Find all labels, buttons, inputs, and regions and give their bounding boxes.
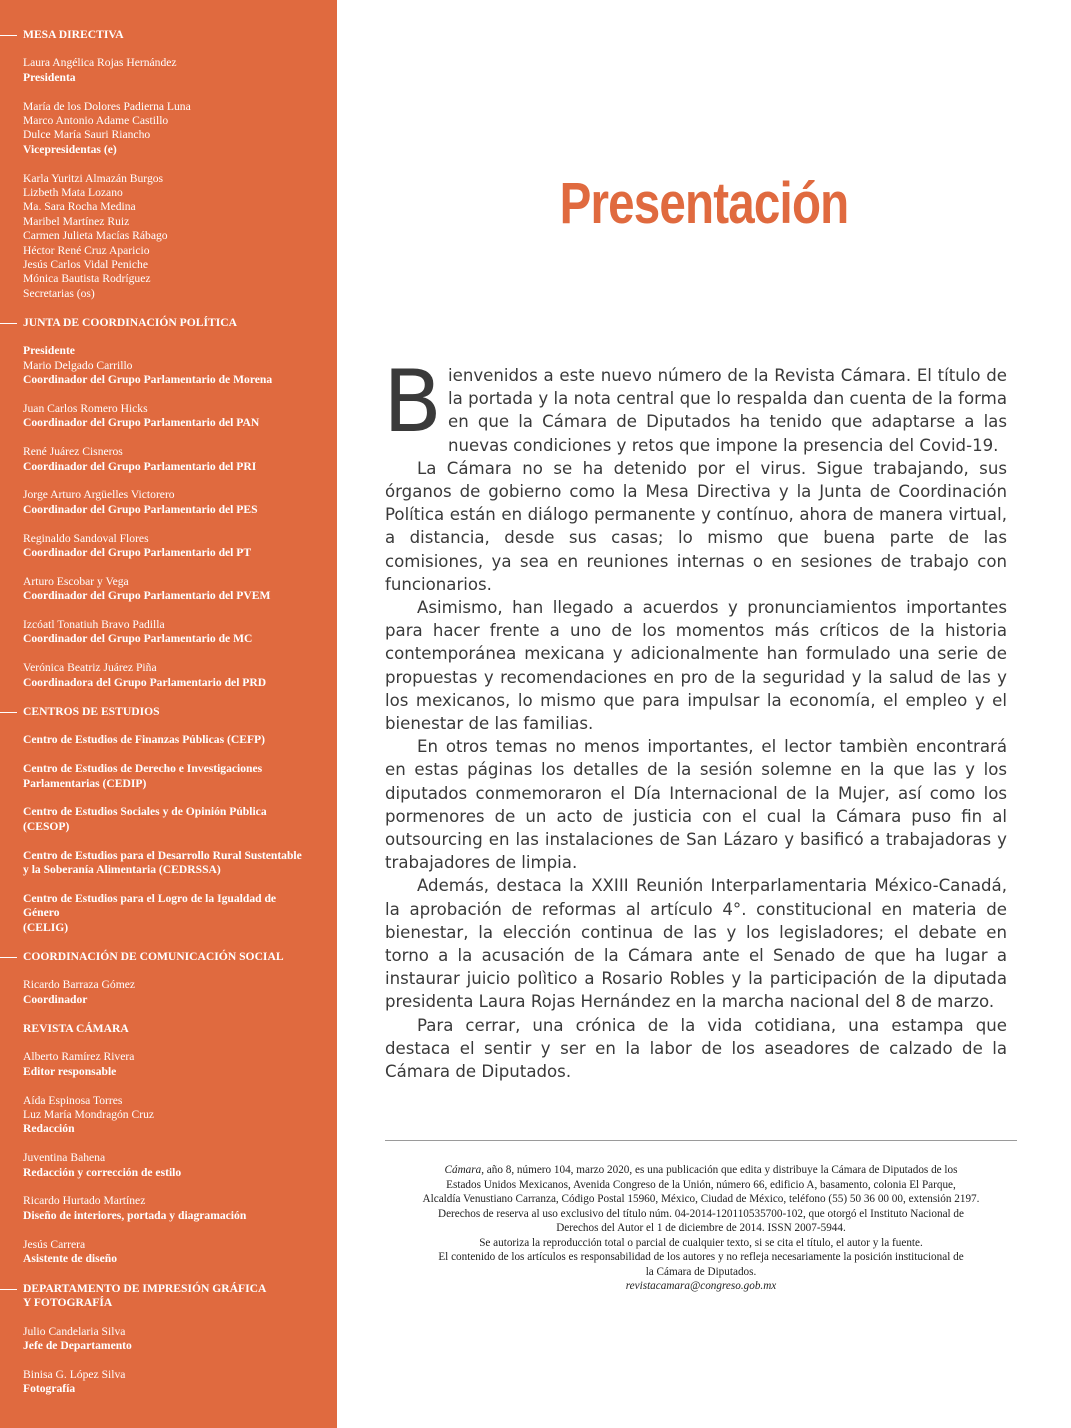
staff-role: Coordinador del Grupo Parlamentario del PRI <box>23 459 257 473</box>
colophon-line: Derechos del Autor el 1 de diciembre de 2014. ISSN 2007-5944. <box>556 1222 846 1234</box>
staff-role: Fotografía <box>23 1382 76 1396</box>
colophon-line: El contenido de los artículos es responsabilidad de los autores y no refleja necesariamente la posición institucional de <box>438 1251 964 1263</box>
section-impresion-grafica <box>0 1282 337 1397</box>
center-name: y la Soberanía Alimentaria (CEDRSSA) <box>23 863 221 876</box>
staff-name: Binisa G. López Silva <box>23 1368 126 1381</box>
divider <box>385 1140 1017 1141</box>
article-body <box>383 352 1007 1083</box>
colophon <box>385 1163 1017 1294</box>
paragraph: Bienvenidos a este nuevo número de la Revista Cámara. El título de la portada y la nota central que lo respalda dan cuenta de la forma en que la Cámara de Diputados ha tenido que adaptarse a las nuevas condiciones y retos que impone la presencia del Covid-19. <box>383 352 1007 455</box>
section-heading: CENTROS DE ESTUDIOS <box>0 705 337 719</box>
staff-role: Jefe de Departamento <box>23 1339 132 1353</box>
center-name: Centro de Estudios para el Logro de la Igualdad de <box>23 891 277 905</box>
staff-name: Marco Antonio Adame Castillo <box>23 114 169 127</box>
staff-directory-sidebar <box>0 0 337 1428</box>
section-heading: DEPARTAMENTO DE IMPRESIÓN GRÁFICA <box>0 1282 337 1296</box>
colophon-line: Se autoriza la reproducción total o parcial de cualquier texto, si se cita el título, el autor y la fuente. <box>479 1236 923 1249</box>
staff-name: Jorge Arturo Argüelles Victorero <box>23 488 175 502</box>
center-name: Centro de Estudios de Derecho e Investigaciones <box>23 762 263 776</box>
center-name: Parlamentarias (CEDIP) <box>23 776 147 790</box>
section-heading: REVISTA CÁMARA <box>23 1022 129 1035</box>
staff-role: Coordinador del Grupo Parlamentario del PES <box>23 502 258 516</box>
section-heading: JUNTA DE COORDINACIÓN POLÍTICA <box>0 316 337 330</box>
staff-role: Coordinador del Grupo Parlamentario del PAN <box>23 416 260 430</box>
section-revista-camara <box>0 1022 337 1266</box>
staff-name: Dulce María Sauri Riancho <box>23 128 151 142</box>
staff-role: Coordinadora del Grupo Parlamentario del PRD <box>23 675 267 689</box>
staff-role: Coordinador del Grupo Parlamentario del PT <box>23 546 252 560</box>
staff-role: Editor responsable <box>23 1064 117 1078</box>
staff-name: Jesús Carrera <box>23 1237 86 1251</box>
staff-name: Aída Espinosa Torres <box>23 1093 123 1107</box>
colophon-line: Cámara, año 8, número 104, marzo 2020, es una publicación que edita y distribuye la Cámara de Diputados de los <box>444 1164 958 1176</box>
section-junta-coordinacion <box>0 316 337 690</box>
section-heading: MESA DIRECTIVA <box>0 28 337 42</box>
staff-name: Ricardo Barraza Gómez <box>23 978 136 992</box>
center-name: Centro de Estudios para el Desarrollo Rural Sustentable <box>23 848 302 862</box>
staff-name: Alberto Ramírez Rivera <box>23 1050 135 1064</box>
staff-name: Julio Candelaria Silva <box>23 1324 126 1338</box>
heading-rule <box>0 35 17 36</box>
staff-name: Arturo Escobar y Vega <box>23 574 129 588</box>
staff-role: Redacción <box>23 1122 75 1136</box>
heading-rule <box>0 712 17 713</box>
colophon-line: Derechos de reserva al uso exclusivo del título núm. 04-2014-120110535700-102, que otorgó el Instituto Nacional de <box>437 1207 964 1220</box>
paragraph: Para cerrar, una crónica de la vida cotidiana, una estampa que destaca el sentir y ser en la labor de los aseadores de calzado de la Cámara de Diputados. <box>385 1015 1007 1082</box>
staff-name: Maribel Martínez Ruiz <box>23 214 130 228</box>
staff-name: Héctor René Cruz Aparicio <box>23 243 150 257</box>
center-name: (CESOP) <box>23 819 70 833</box>
section-heading: COORDINACIÓN DE COMUNICACIÓN SOCIAL <box>0 950 337 964</box>
staff-name: Carmen Julieta Macías Rábago <box>23 229 168 243</box>
magazine-name: Cámara <box>444 1164 482 1176</box>
staff-name: René Juárez Cisneros <box>23 445 123 459</box>
paragraph: En otros temas no menos importantes, el lector tambièn encontrará en estas páginas los detalles de la sesión solemne en la que las y los diputados conmemoraron el Día Internacional de la Mujer, así como los pormenores de un acto de justicia con el cual la Cámara puso fin al outsourcing en las instalaciones de San Lázaro y basificó a trabajadoras y trabajadores de limpia. <box>385 737 1007 873</box>
staff-role: Coordinador del Grupo Parlamentario de MC <box>23 632 253 646</box>
staff-name: Luz María Mondragón Cruz <box>23 1108 155 1121</box>
staff-name: Verónica Beatriz Juárez Piña <box>23 661 157 675</box>
section-comunicacion-social <box>0 950 337 1007</box>
section-heading-cont: Y FOTOGRAFÍA <box>23 1296 113 1309</box>
heading-rule <box>0 957 17 958</box>
paragraph: Además, destaca la XXIII Reunión Interparlamentaria México-Canadá, la aprobación de reformas al artículo 4°. constitucional en materia de bienestar, la elección continua de las y los legisladores; el debate en torno a la acusación de la Cámara ante el Senado de que ha lugar a instaurar juicio polìtico a Rosario Robles y la participación de la diputada presidenta Laura Rojas Hernández en la marcha nacional del 8 de marzo. <box>385 876 1007 1012</box>
colophon-line: la Cámara de Diputados. <box>645 1265 757 1278</box>
center-name: Centro de Estudios Sociales y de Opinión Pública <box>23 805 267 819</box>
staff-name: Juan Carlos Romero Hicks <box>23 402 148 415</box>
staff-role: Coordinador del Grupo Parlamentario del PVEM <box>23 589 271 603</box>
staff-name: Ma. Sara Rocha Medina <box>23 200 136 214</box>
colophon-line: Alcaldía Venustiano Carranza, Código Postal 15960, México, Ciudad de México, teléfono (55) 50 36 00 00, extensión 2197. <box>422 1193 980 1205</box>
staff-role: Asistente de diseño <box>23 1252 118 1266</box>
staff-role: Presidente <box>23 344 75 358</box>
staff-name: Lizbeth Mata Lozano <box>23 186 123 200</box>
staff-name: Mario Delgado Carrillo <box>23 358 133 372</box>
staff-name: Karla Yuritzi Almazán Burgos <box>23 171 164 185</box>
staff-name: Reginaldo Sandoval Flores <box>23 531 149 545</box>
contact-email[interactable]: revistacamara@congreso.gob.mx <box>625 1280 777 1292</box>
staff-role: Coordinador <box>23 992 88 1006</box>
staff-role: Coordinador del Grupo Parlamentario de Morena <box>23 373 273 387</box>
staff-name: María de los Dolores Padierna Luna <box>23 99 191 113</box>
staff-role: Diseño de interiores, portada y diagramación <box>23 1208 247 1222</box>
staff-name: Laura Angélica Rojas Hernández <box>23 56 177 70</box>
staff-role: Secretarias (os) <box>23 286 95 300</box>
colophon-line: Estados Unidos Mexicanos, Avenida Congreso de la Unión, número 66, edificio A, basamento, colonia El Parque, <box>446 1178 956 1191</box>
staff-name: Ricardo Hurtado Martínez <box>23 1194 146 1208</box>
page-title: Presentación <box>559 171 849 236</box>
section-mesa-directiva <box>0 28 337 301</box>
center-name: Centro de Estudios de Finanzas Públicas (CEFP) <box>23 733 265 747</box>
heading-rule <box>0 1289 17 1290</box>
staff-role: Presidenta <box>23 70 76 84</box>
center-name: (CELIG) <box>23 920 69 934</box>
staff-name: Juventina Bahena <box>23 1151 106 1165</box>
paragraph: Asimismo, han llegado a acuerdos y pronunciamientos importantes para hacer frente a uno de los momentos más críticos de la historia contemporánea mexicana y adicionalmente han formulado una serie de propuestas y recomendaciones en pro de la seguridad y la salud de las y los mexicanos, lo mismo que para impulsar la economía, el empleo y el bienestar de las familias. <box>385 598 1007 734</box>
staff-role: Vicepresidentas (e) <box>23 142 117 156</box>
center-name: Género <box>23 906 60 920</box>
staff-name: Izcóatl Tonatiuh Bravo Padilla <box>23 618 165 632</box>
drop-cap: B <box>383 352 442 452</box>
staff-name: Mónica Bautista Rodríguez <box>23 272 151 286</box>
paragraph: La Cámara no se ha detenido por el virus. Sigue trabajando, sus órganos de gobierno como la Mesa Directiva y la Junta de Coordinación Política están en diálogo permanente y contínuo, ahora de manera virtual, a distancia, desde sus casas; lo mismo que buena parte de las comisiones, ya sea en reuniones internas o en sesiones de trabajo con funcionarios. <box>385 458 1007 594</box>
heading-rule <box>0 323 17 324</box>
staff-role: Redacción y corrección de estilo <box>23 1165 182 1179</box>
section-centros-estudios <box>0 705 337 935</box>
staff-name: Jesús Carlos Vidal Peniche <box>23 258 148 272</box>
